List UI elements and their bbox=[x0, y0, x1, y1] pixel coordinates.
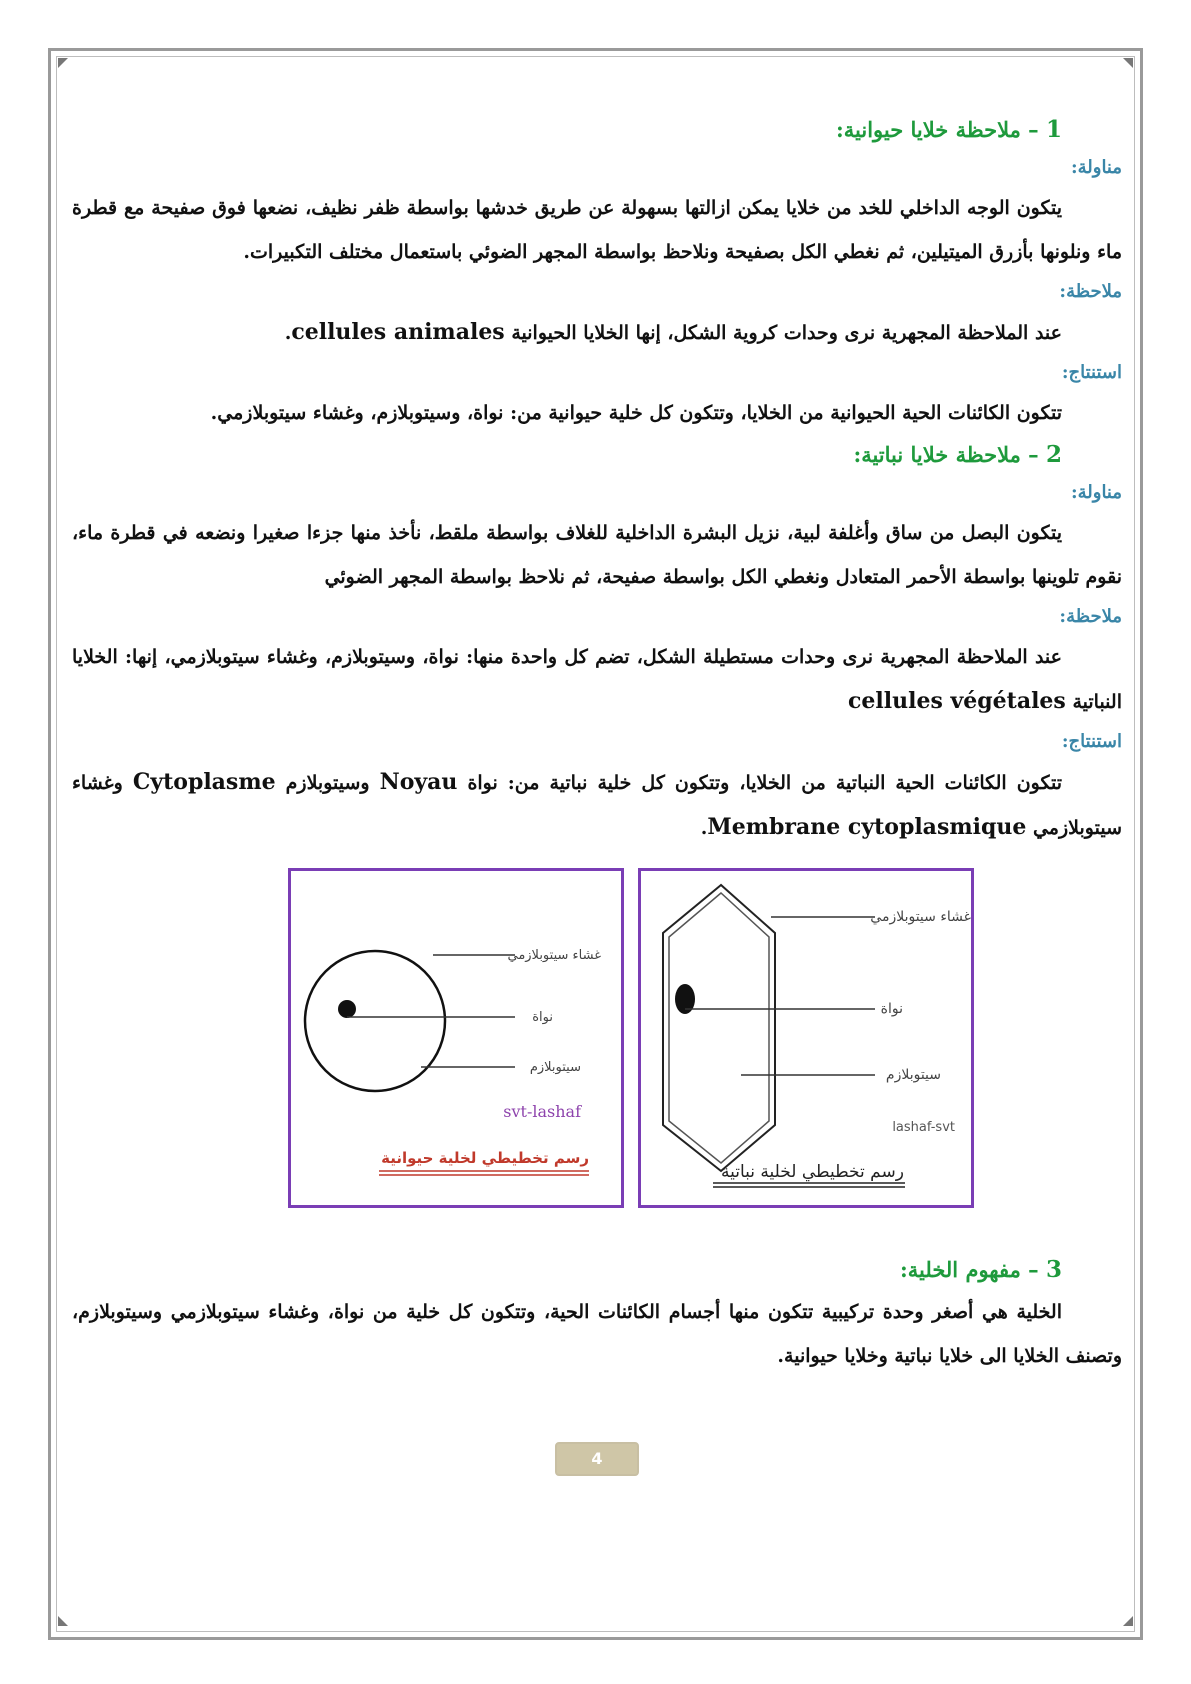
section2-conclusion-latin3: Membrane cytoplasmique bbox=[707, 814, 1027, 840]
section2-observation-text: عند الملاحظة المجهرية نرى وحدات مستطيلة الشكل، تضم كل واحدة منها: نواة، وسيتوبلازم، وغشاء سيتوبلازمي، إنها: الخلايا النباتية bbox=[72, 646, 1122, 713]
section1-observation: عند الملاحظة المجهرية نرى وحدات كروية الشكل، إنها الخلايا الحيوانية cellules animales. bbox=[284, 319, 1062, 345]
animal-watermark: svt-lashaf bbox=[503, 1102, 581, 1121]
animal-nucleus-shape bbox=[338, 1000, 356, 1018]
animal-membrane-shape bbox=[305, 951, 445, 1091]
section1-observation-label: ملاحظة: bbox=[1059, 281, 1122, 302]
corner-ornament bbox=[1123, 1616, 1133, 1626]
plant-label-cytoplasm: سيتوبلازم bbox=[885, 1067, 941, 1083]
section3-heading bbox=[72, 1250, 1122, 1290]
corner-ornament bbox=[1123, 58, 1133, 68]
animal-cell-diagram bbox=[291, 871, 621, 1205]
document-body bbox=[72, 110, 1122, 1378]
section2-observation bbox=[72, 635, 1122, 724]
animal-label-membrane: غشاء سيتوبلازمي bbox=[507, 948, 601, 963]
section2-conclusion-label: استنتاج: bbox=[1061, 731, 1122, 752]
plant-cell-figure bbox=[638, 868, 974, 1208]
section2-manipulation-text: يتكون البصل من ساق وأغلفة لبية، نزيل البشرة الداخلية للغلاف بواسطة ملقط، نأخذ منها جزءا صغيرا ونضعه في قطرة ماء، نقوم تلوينها بواسطة الأحمر المتعادل ونغطي الكل بواسطة صفيحة، ثم نلاحظ بواسطة المجهر الضوئي bbox=[72, 522, 1122, 588]
section1-manipulation-text: يتكون الوجه الداخلي للخد من خلايا يمكن ازالتها بسهولة عن طريق خدشها بواسطة ظفر نظيف، نضعها فوق صفيحة مع قطرة ماء ونلونها بأزرق الميتيلين، ثم نغطي الكل بصفيحة ونلاحظ بواسطة المجهر الضوئي باستعمال مختلف التكبيرات. bbox=[72, 197, 1122, 263]
section1-number: 1 bbox=[1045, 116, 1062, 143]
page-number: 4 bbox=[555, 1442, 639, 1476]
section1-title: – ملاحظة خلايا حيوانية: bbox=[836, 117, 1039, 142]
plant-cell-wall-inner bbox=[669, 893, 769, 1163]
section3-title: – مفهوم الخلية: bbox=[900, 1257, 1039, 1282]
section2-number: 2 bbox=[1045, 441, 1062, 468]
corner-ornament bbox=[58, 58, 68, 68]
section1-observation-text: عند الملاحظة المجهرية نرى وحدات كروية الشكل، إنها الخلايا الحيوانية bbox=[511, 322, 1062, 344]
plant-caption: رسم تخطيطي لخلية نباتية bbox=[721, 1162, 904, 1182]
cell-diagrams bbox=[72, 868, 1122, 1228]
section3-text: الخلية هي أصغر وحدة تركيبية تتكون منها أجسام الكائنات الحية، وتتكون كل خلية من نواة، وغشاء سيتوبلازمي وسيتوبلازم، وتصنف الخلايا الى خلايا نباتية وخلايا حيوانية. bbox=[72, 1301, 1122, 1367]
section1-conclusion-label: استنتاج: bbox=[1061, 362, 1122, 383]
section2-conclusion-part3: وغشاء سيتوبلازمي bbox=[72, 772, 1122, 839]
plant-label-nucleus: نواة bbox=[880, 1001, 903, 1017]
animal-label-nucleus: نواة bbox=[532, 1010, 553, 1025]
animal-cell-figure bbox=[288, 868, 624, 1208]
corner-ornament bbox=[58, 1616, 68, 1626]
animal-label-cytoplasm: سيتوبلازم bbox=[529, 1060, 581, 1075]
section2-conclusion-part2: وسيتوبلازم bbox=[285, 772, 370, 794]
animal-caption: رسم تخطيطي لخلية حيوانية bbox=[381, 1149, 589, 1167]
plant-watermark: lashaf-svt bbox=[892, 1120, 955, 1135]
plant-label-membrane: غشاء سيتوبلازمي bbox=[870, 909, 971, 925]
section1-conclusion-text: تتكون الكائنات الحية الحيوانية من الخلايا، وتتكون كل خلية حيوانية من: نواة، وسيتوبلازم، وغشاء سيتوبلازمي. bbox=[210, 402, 1062, 424]
section2-heading bbox=[72, 435, 1122, 475]
section2-manipulation-label: مناولة: bbox=[1070, 482, 1122, 503]
section1-observation-latin: cellules animales bbox=[291, 319, 505, 345]
section2-conclusion: تتكون الكائنات الحية النباتية من الخلايا، وتتكون كل خلية نباتية من: نواة Noyau وسيتوبلازم Cytoplasme وغشاء سيتوبلازمي Membrane cytoplasmique. bbox=[72, 769, 1122, 840]
plant-cell-diagram bbox=[641, 871, 971, 1205]
section1-manipulation-label: مناولة: bbox=[1070, 157, 1122, 178]
section3-number: 3 bbox=[1045, 1256, 1062, 1283]
section1-heading bbox=[72, 110, 1122, 150]
section2-conclusion-latin1: Noyau bbox=[379, 769, 458, 795]
section2-observation-label: ملاحظة: bbox=[1059, 606, 1122, 627]
section2-title: – ملاحظة خلايا نباتية: bbox=[853, 442, 1039, 467]
section2-conclusion-latin2: Cytoplasme bbox=[132, 769, 276, 795]
section2-conclusion-part1: تتكون الكائنات الحية النباتية من الخلايا، وتتكون كل خلية نباتية من: نواة bbox=[467, 772, 1062, 794]
section2-observation-latin: cellules végétales bbox=[848, 688, 1066, 714]
